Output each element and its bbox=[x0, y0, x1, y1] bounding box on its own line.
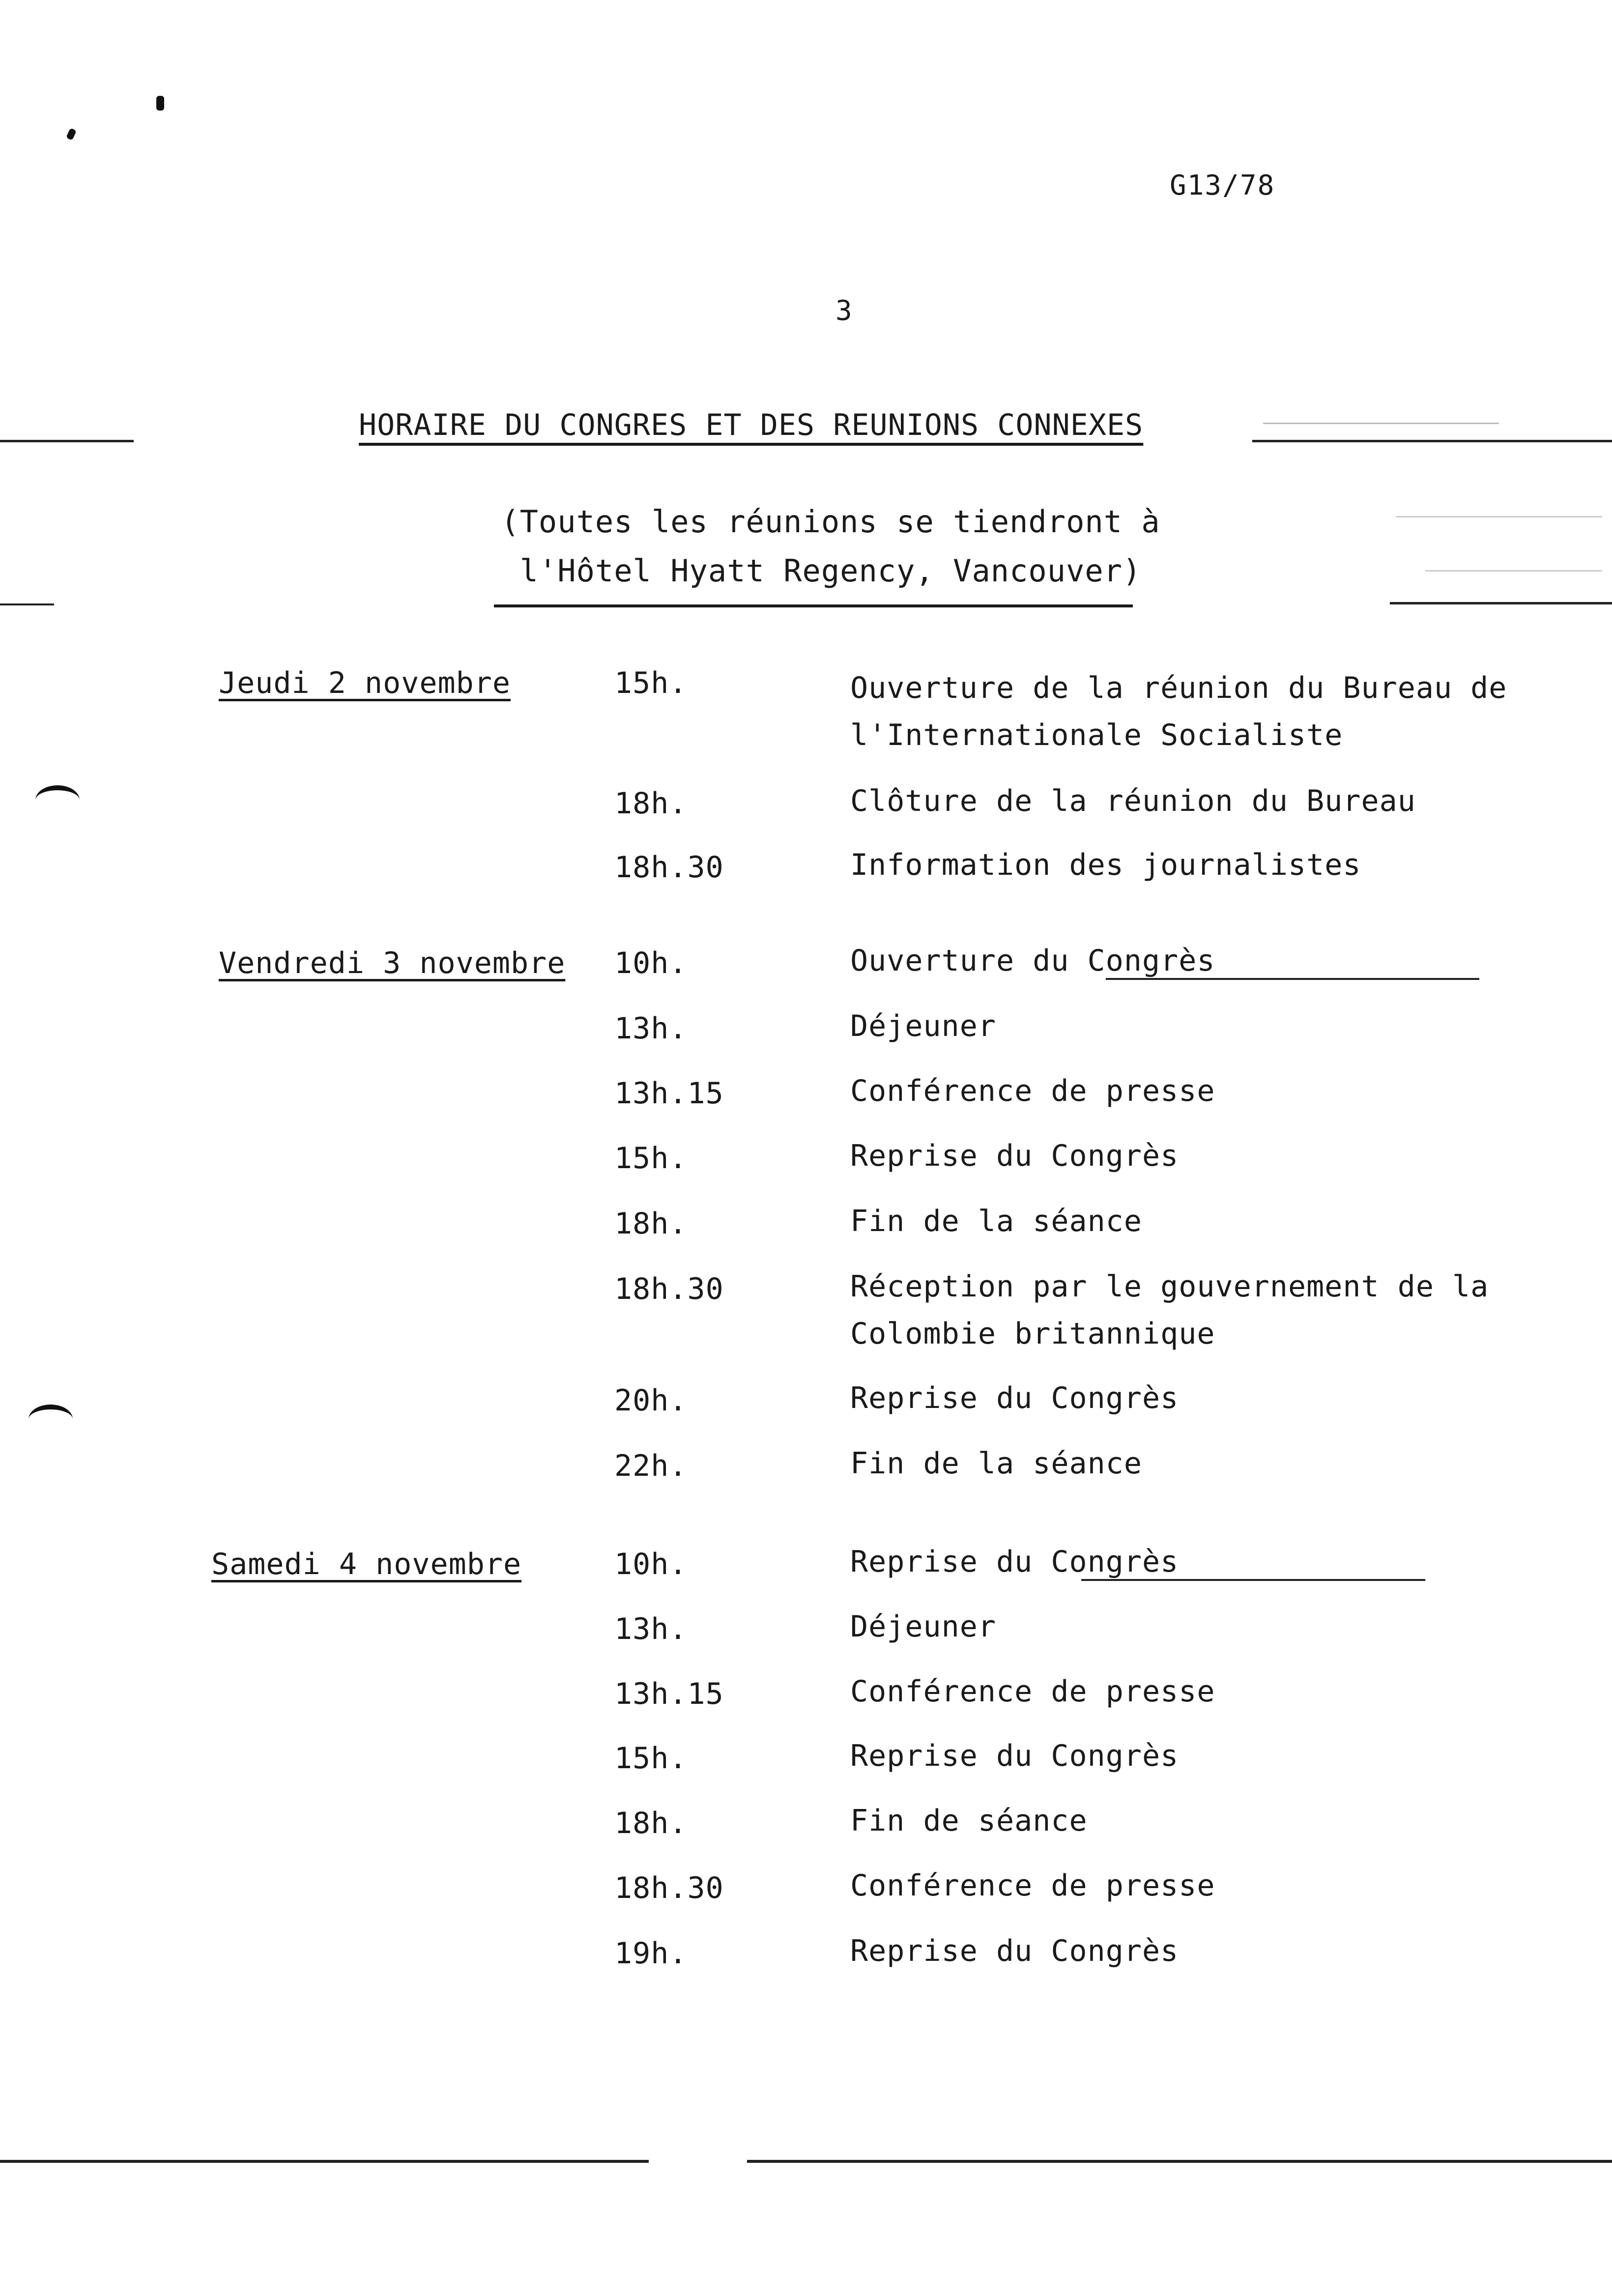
day-heading: Samedi 4 novembre bbox=[211, 1547, 522, 1581]
document-reference: G13/78 bbox=[1170, 170, 1275, 201]
time-label: 19h. bbox=[614, 1936, 688, 1971]
event-label: Réception par le gouvernement de la Colombie britannique bbox=[850, 1269, 1489, 1351]
time-label: 18h.30 bbox=[614, 1272, 724, 1306]
event-label: Conférence de presse bbox=[850, 1074, 1215, 1108]
event-underline bbox=[1106, 978, 1479, 980]
time-label: 18h. bbox=[614, 1206, 688, 1241]
event-label: Déjeuner bbox=[850, 1009, 996, 1043]
event-label: Fin de la séance bbox=[850, 1446, 1142, 1481]
event-label: Reprise du Congrès bbox=[850, 1545, 1179, 1579]
day-heading: Jeudi 2 novembre bbox=[219, 666, 511, 700]
time-label: 10h. bbox=[614, 946, 688, 980]
page-number: 3 bbox=[835, 295, 852, 327]
page-title: HORAIRE DU CONGRES ET DES REUNIONS CONNEXES bbox=[359, 408, 1144, 442]
event-label: Conférence de presse bbox=[850, 1868, 1215, 1903]
bottom-rule-left bbox=[0, 2160, 649, 2163]
time-label: 22h. bbox=[614, 1449, 688, 1483]
event-label: Conférence de presse bbox=[850, 1674, 1215, 1709]
event-label: Ouverture de la réunion du Bureau de l'Internationale Socialiste bbox=[850, 671, 1507, 752]
time-label: 13h.15 bbox=[614, 1677, 724, 1711]
event-label: Fin de séance bbox=[850, 1804, 1088, 1838]
subtitle-line-1: (Toutes les réunions se tiendront à bbox=[501, 504, 1160, 540]
subtitle-line-2: l'Hôtel Hyatt Regency, Vancouver) bbox=[519, 553, 1142, 589]
time-label: 13h. bbox=[614, 1011, 688, 1046]
event-label: Information des journalistes bbox=[850, 848, 1361, 882]
time-label: 15h. bbox=[614, 1141, 688, 1176]
time-label: 18h.30 bbox=[614, 1871, 724, 1905]
bottom-rule-right bbox=[747, 2160, 1612, 2163]
event-label: Reprise du Congrès bbox=[850, 1139, 1179, 1173]
event-label: Ouverture du Congrès bbox=[850, 944, 1215, 978]
event-label: Reprise du Congrès bbox=[850, 1934, 1179, 1968]
time-label: 20h. bbox=[614, 1383, 688, 1418]
time-label: 15h. bbox=[614, 666, 688, 700]
event-label: Reprise du Congrès bbox=[850, 1739, 1179, 1773]
event-label: Fin de la séance bbox=[850, 1204, 1142, 1238]
event-underline bbox=[1081, 1579, 1425, 1581]
time-label: 18h. bbox=[614, 1806, 688, 1840]
time-label: 18h. bbox=[614, 786, 688, 821]
time-label: 13h.15 bbox=[614, 1076, 724, 1111]
day-heading: Vendredi 3 novembre bbox=[219, 946, 566, 980]
event-label: Déjeuner bbox=[850, 1609, 996, 1644]
time-label: 10h. bbox=[614, 1547, 688, 1581]
time-label: 15h. bbox=[614, 1741, 688, 1776]
time-label: 18h.30 bbox=[614, 850, 724, 885]
time-label: 13h. bbox=[614, 1612, 688, 1646]
event-label: Reprise du Congrès bbox=[850, 1381, 1179, 1415]
event-label: Clôture de la réunion du Bureau bbox=[850, 784, 1416, 818]
